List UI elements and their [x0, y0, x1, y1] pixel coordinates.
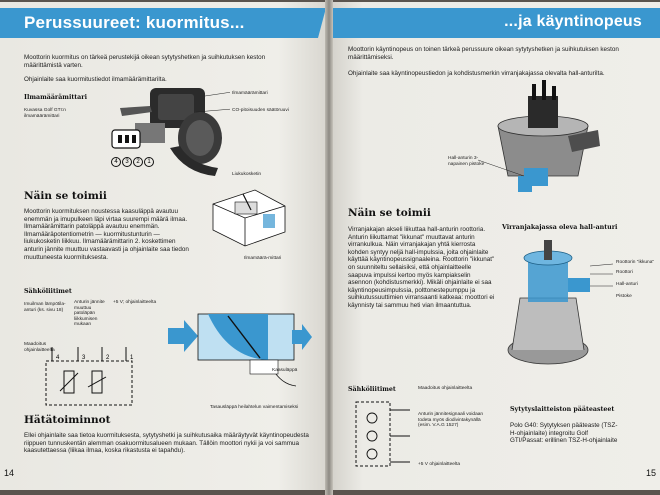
- left-title-bar: [0, 8, 318, 38]
- right-intro-1: Moottorin käyntinopeus on toinen tärkeä perussuure oikean sytytyshetken ja suihkutuksen keston määrittämiseksi.: [348, 46, 619, 61]
- elec-ground-label: Maadoitus ohjainlaitteelta: [24, 342, 55, 353]
- left-how-heading: Näin se toimii: [24, 190, 107, 202]
- potentiometer-illustration: [205, 184, 290, 250]
- right-elec-plus5-label: +5 V ohjainlaitteelta: [418, 462, 461, 467]
- right-how-heading: Näin se toimii: [348, 207, 431, 219]
- left-how-text: Moottorin kuormituksen noustessa kaasuläppä avautuu enemmän ja imupulkeen läpi virtaa suurempi määrä ilmaa. Ilmamäärämittarin patoläppä avautuu enemmän. Ilmamääräpotentiometrin — kuormitustunturin — liukukosketin liikkuu. Ilmamäärämittarin 2. koskettimen anturin jännite muuttuu vastaavasti ja ohjainlaite saa tiedon muuttuneesta kuormituksesta.: [24, 208, 189, 261]
- right-title-bar: [330, 8, 660, 38]
- left-intro-1: Moottorin kuormitus on tärkeä perustekijä oikean sytytyshetken ja suihkutuksen keston määrittämistä varten.: [24, 54, 266, 69]
- elec-temp-label: Imuilman lämpötila-anturi (ks. sivu 18): [24, 302, 66, 313]
- elec-plus5-label: +5 V; ohjainlaitteelta: [113, 300, 157, 305]
- right-how-text: Virranjakajan akseli liikuttaa hall-anturin roottoria. Anturin liikuttamat "ikkunat" muuttavat anturin virrankulkua. Näin virranjakajan yhtä kierrosta kohden syntyy neljä hall-impulssia, joita ohjainlaite käyttää käyntinopeussignaaleina. Roottorin "ikkunat" on suunniteltu sellaisiksi, että ohjainlaitteelle saapuva impulssi kertoo myös kampiakselin asennon (kohdistusmerkki). Mikäli ohjainlaite ei saa käyntinopeusimpulssia, polttonestepumppu ja suihkutussuuttimien virransaanti katkeaa: moottori ei käynnisty tai sammuu heti vian ilmaantuttua.: [348, 226, 495, 309]
- left-elec-heading: Sähköliitimet: [24, 288, 72, 295]
- right-intro-2: Ohjainlaite saa käyntinopeustiedon ja kohdistusmerkin virranjakajassa olevalta hall-anturilta.: [348, 70, 605, 77]
- circuit-pin-1: 1: [130, 355, 134, 361]
- right-elec-signal-label: Anturin jännitesignaali voidaan todeta myös diodivintakynällä (esim. V.A.G 1527): [418, 412, 484, 429]
- air-flow-cross-section: [168, 300, 318, 392]
- pin-number: 4: [111, 157, 121, 167]
- rotor-window-label: Roottorin "ikkuna": [616, 260, 655, 265]
- book-gutter: [325, 0, 333, 495]
- pin-number: 3: [122, 157, 132, 167]
- right-page-title: ...ja käyntinopeus: [504, 13, 642, 30]
- fig3-flap-label: Tasausläppä heilahtelun vaimentamiseksi: [210, 405, 299, 410]
- elec-sensor-label: Anturin jännite muuttuu patoläpän liikkumisen mukaan: [74, 300, 105, 328]
- right-circuit-diagram: [348, 396, 418, 474]
- fig1-co-label: CO-pitoisuuden säätöruuvi: [232, 108, 289, 113]
- pin-number: 2: [133, 157, 143, 167]
- left-intro-2: Ohjainlaite saa kuormitustiedot ilmamäärämittarilta.: [24, 76, 167, 83]
- hall-sensor-illustration: [498, 238, 613, 370]
- hall-plug-label: Hall-anturin 3-napainen pistoke: [448, 156, 485, 167]
- emergency-text: Ellei ohjainlaite saa tietoa kuormituksesta, sytytyshetki ja suihkutusaika määräytyvät käyntinopeudesta riippuen tunnuskentän alemman osakuormitusalueen mukaan. Tällöin moottori nykii ja voi sammua kaasutettaessa (liikaa ilmaa, koska rikastusta ei tapahdu).: [24, 432, 309, 455]
- fig1-meter-label: Ilmamäärämittari: [232, 91, 268, 96]
- right-elec-heading: Sähköliitimet: [348, 386, 396, 393]
- fig3-throttle-label: Kaasuläppä: [272, 368, 298, 373]
- left-page: [0, 2, 328, 490]
- circuit-pin-4: 4: [56, 355, 60, 361]
- hall-sensor-label: Hall-anturi: [616, 282, 638, 287]
- fig1-heading: Ilmamäärämittari: [24, 94, 87, 101]
- plug-label: Pistoke: [616, 294, 632, 299]
- pin-number: 1: [144, 157, 154, 167]
- fig1-pin-numbers: [111, 157, 154, 167]
- circuit-pin-2: 2: [106, 355, 110, 361]
- left-page-number: 14: [4, 468, 15, 478]
- right-page-number: 15: [645, 468, 656, 478]
- sys-text: Polo G40: Sytytyksen pääteaste (TSZ-H-ohjainlaite) integroitu Golf GTI/Passat: erillinen TSZ-H-ohjainlaite: [510, 422, 618, 445]
- fig2-flap-label: Liukukosketin: [232, 172, 262, 177]
- emergency-heading: Hätätoiminnot: [24, 414, 111, 426]
- right-elec-ground-label: Maadoitus ohjainlaitteelta: [418, 386, 473, 391]
- hall-sensor-heading: Virranjakajassa oleva hall-anturi: [502, 224, 618, 231]
- rotor-label: Roottori: [616, 270, 633, 275]
- right-page: [330, 2, 660, 490]
- fig2-meter-label: Ilmamäärä-mittari: [244, 256, 282, 261]
- distributor-illustration: [478, 76, 608, 196]
- left-page-title: Perussuureet: kuormitus...: [24, 13, 245, 32]
- left-circuit-diagram: [28, 347, 168, 409]
- circuit-pin-3: 3: [82, 355, 86, 361]
- sys-heading: Sytytyslaitteiston pääteasteet: [510, 406, 615, 413]
- fig1-car-label: Kuvassa Golf GTI:n ilmamäärämittari: [24, 108, 66, 119]
